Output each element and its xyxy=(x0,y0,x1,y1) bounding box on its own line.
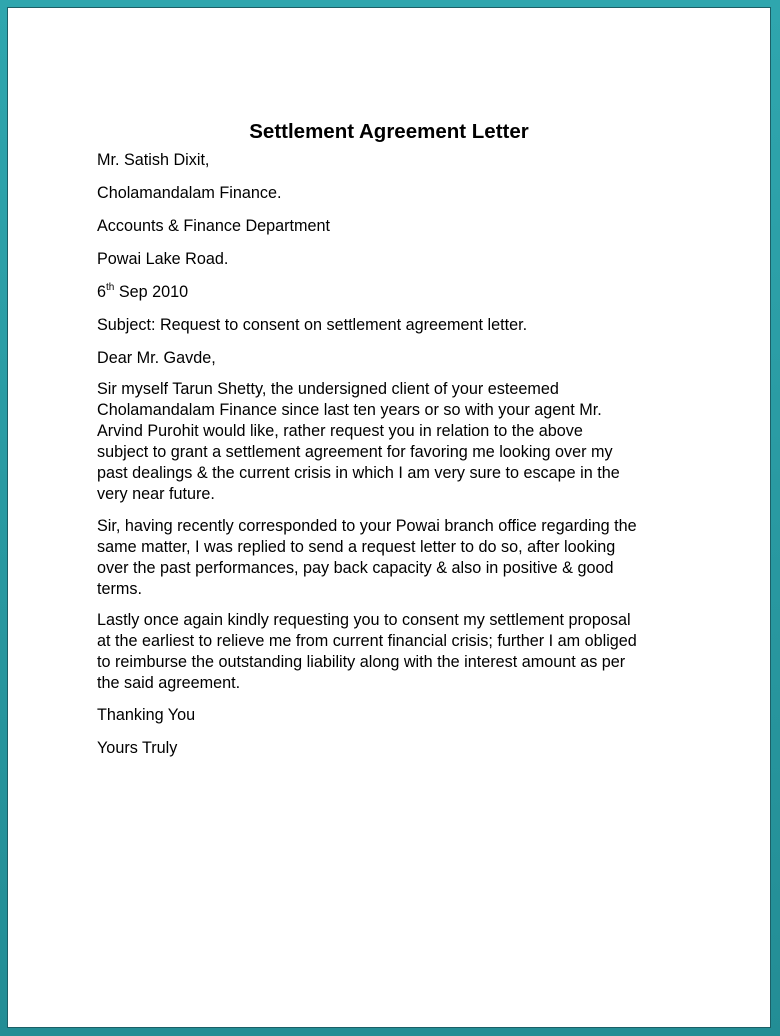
closing-signoff: Yours Truly xyxy=(97,739,178,757)
paragraph-line: over the past performances, pay back capacity & also in positive & good xyxy=(97,559,614,577)
paragraph-line: the said agreement. xyxy=(97,674,241,692)
date-rest: Sep 2010 xyxy=(114,283,189,301)
body-paragraph-2 xyxy=(97,516,717,600)
body-paragraph-1 xyxy=(97,379,717,505)
paragraph-line: Lastly once again kindly requesting you to consent my settlement proposal xyxy=(97,611,631,629)
date-suffix: th xyxy=(106,282,115,293)
closing-thanks: Thanking You xyxy=(97,706,196,724)
paragraph-line: Cholamandalam Finance since last ten years or so with your agent Mr. xyxy=(97,401,602,419)
paragraph-line: subject to grant a settlement agreement for favoring me looking over my xyxy=(97,443,613,461)
date-day: 6 xyxy=(97,283,107,301)
recipient-department: Accounts & Finance Department xyxy=(97,217,331,235)
recipient-name: Mr. Satish Dixit, xyxy=(97,151,210,169)
letter-page xyxy=(7,7,771,1028)
recipient-address: Powai Lake Road. xyxy=(97,250,229,268)
paragraph-line: Arvind Purohit would like, rather request you in relation to the above xyxy=(97,422,583,440)
letter-subject: Subject: Request to consent on settlement agreement letter. xyxy=(97,316,528,334)
letter-title: Settlement Agreement Letter xyxy=(249,120,529,143)
paragraph-line: Sir, having recently corresponded to your Powai branch office regarding the xyxy=(97,517,637,535)
paragraph-line: at the earliest to relieve me from current financial crisis; further I am obliged xyxy=(97,632,637,650)
paragraph-line: terms. xyxy=(97,580,142,598)
letter-date xyxy=(97,282,717,303)
body-paragraph-3 xyxy=(97,610,717,694)
paragraph-line: past dealings & the current crisis in which I am very sure to escape in the xyxy=(97,464,620,482)
paragraph-line: Sir myself Tarun Shetty, the undersigned client of your esteemed xyxy=(97,380,559,398)
recipient-company: Cholamandalam Finance. xyxy=(97,184,282,202)
paragraph-line: to reimburse the outstanding liability along with the interest amount as per xyxy=(97,653,626,671)
letter-salutation: Dear Mr. Gavde, xyxy=(97,349,216,367)
paragraph-line: very near future. xyxy=(97,485,215,503)
paragraph-line: same matter, I was replied to send a request letter to do so, after looking xyxy=(97,538,616,556)
